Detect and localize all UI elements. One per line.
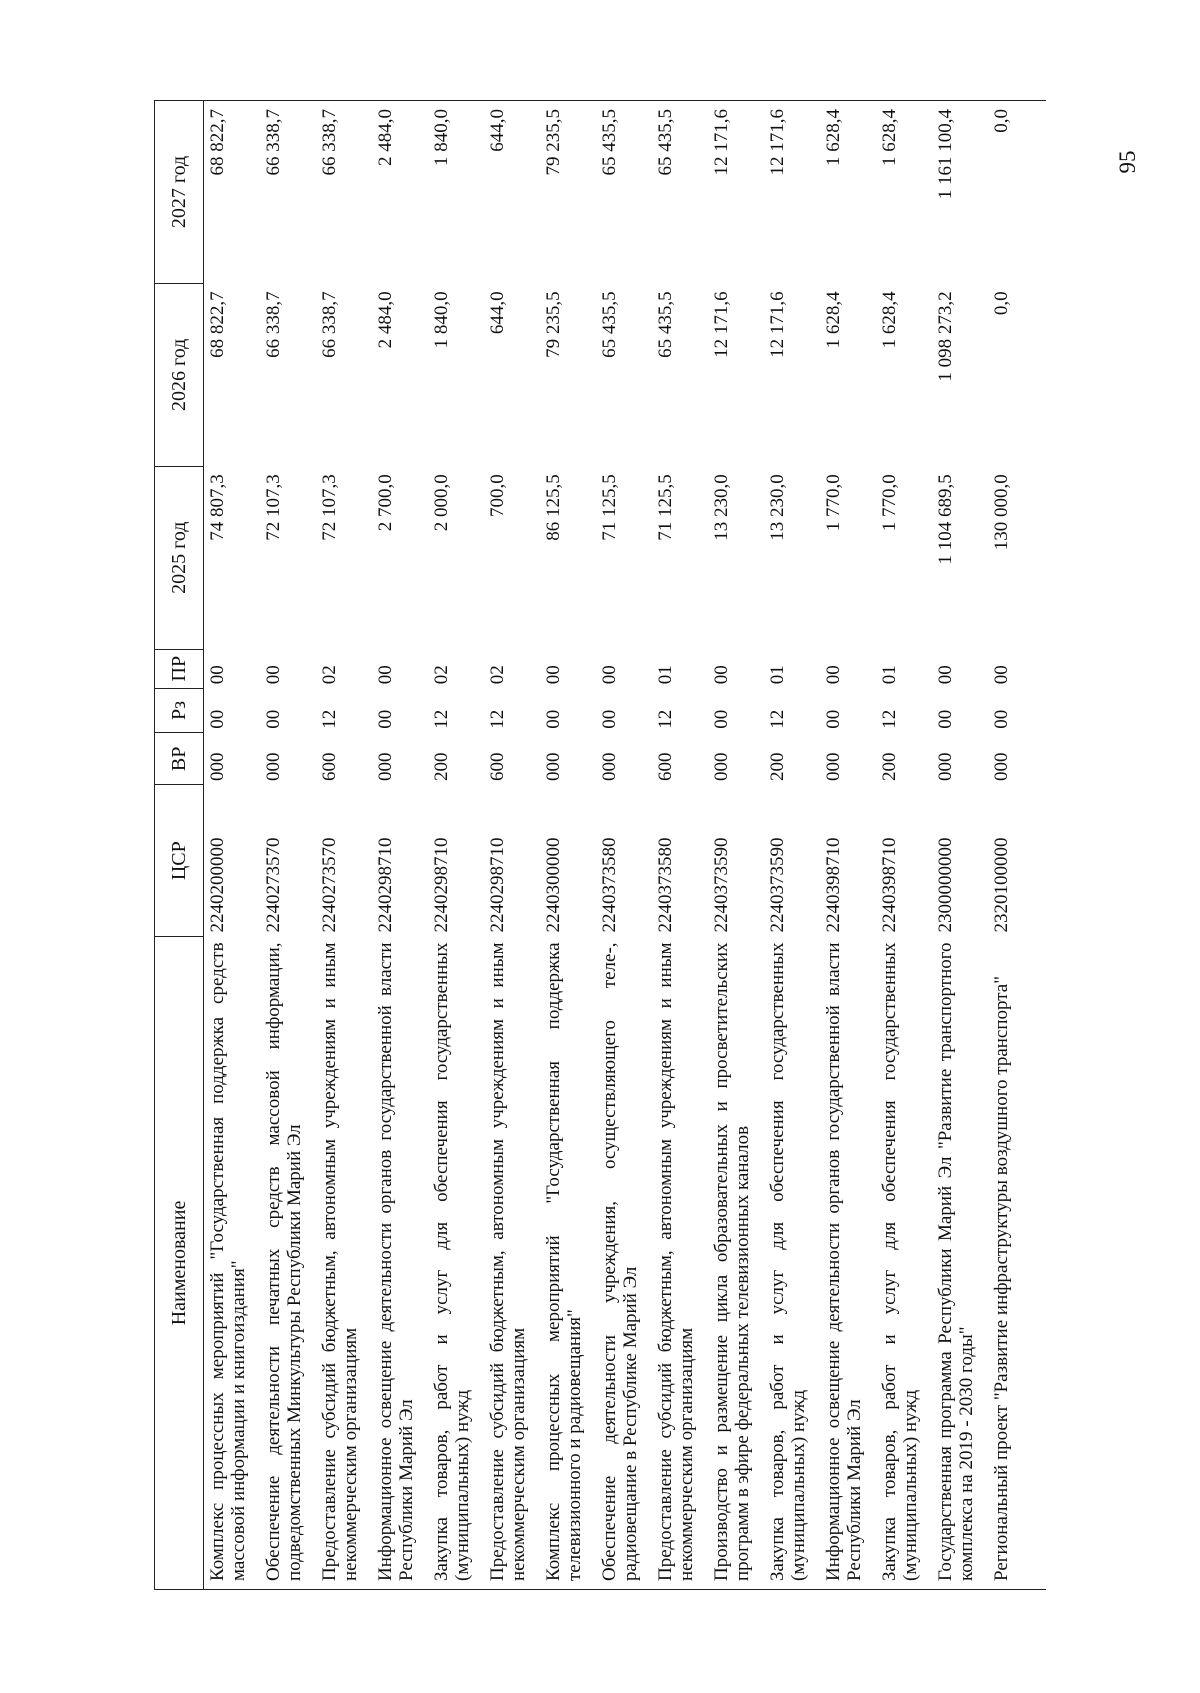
- cell-csr: 2240273570: [263, 837, 284, 933]
- cell-csr: 2240398710: [879, 837, 900, 933]
- budget-table-container: [154, 100, 1184, 1590]
- cell-csr: 2240398710: [823, 837, 844, 933]
- cell-csr: 2300000000: [935, 837, 956, 933]
- cell-2025: 130 000,0: [991, 474, 1012, 551]
- cell-2027: 65 435,5: [598, 101, 654, 284]
- cell-name: Предоставление субсидий бюджетным, автономным учреждениям и иным некоммерческим организациям: [486, 936, 542, 1589]
- table-row: [822, 101, 878, 1590]
- cell-2026: 0,0: [991, 291, 1012, 316]
- cell-vr: 600: [655, 752, 676, 781]
- cell-2027: 66 338,7: [318, 101, 374, 284]
- cell-2027: 1 161 100,4: [934, 101, 990, 284]
- cell-2026: 1 628,4: [823, 291, 844, 349]
- header-2027: 2027 год: [155, 101, 204, 284]
- cell-2026: 644,0: [487, 291, 508, 335]
- table-row: [486, 101, 542, 1590]
- table-row: [318, 101, 374, 1590]
- cell-pr: 02: [319, 665, 340, 685]
- cell-rz: 12: [431, 709, 452, 729]
- cell-name: Государственная программа Республики Марий Эл "Развитие транспортного комплекса на 2019 - 2030 годы": [934, 936, 990, 1589]
- cell-pr: 02: [487, 665, 508, 685]
- table-row: [710, 101, 766, 1590]
- cell-2025: 1 770,0: [823, 474, 844, 532]
- cell-2025: 1 104 689,5: [935, 474, 956, 565]
- cell-name: Предоставление субсидий бюджетным, автономным учреждениям и иным некоммерческим организациям: [318, 936, 374, 1589]
- cell-vr: 000: [823, 752, 844, 781]
- cell-pr: 00: [375, 665, 396, 685]
- cell-2025: 13 230,0: [767, 474, 788, 541]
- cell-rz: 00: [991, 709, 1012, 729]
- cell-name: Обеспечение деятельности учреждения, осуществляющего теле-, радиовещание в Республике Марий Эл: [598, 936, 654, 1589]
- cell-2026: 68 822,7: [207, 291, 228, 358]
- table-body: [204, 101, 1047, 1590]
- cell-vr: 200: [879, 752, 900, 781]
- page-number: 95: [1115, 150, 1140, 174]
- cell-2025: 72 107,3: [319, 474, 340, 541]
- cell-2026: 1 628,4: [879, 291, 900, 349]
- cell-vr: 000: [263, 752, 284, 781]
- cell-pr: 00: [823, 665, 844, 685]
- cell-vr: 600: [319, 752, 340, 781]
- cell-2025: 2 000,0: [431, 474, 452, 532]
- cell-name: Информационное освещение деятельности органов государственной власти Республики Марий Эл: [374, 936, 430, 1589]
- cell-2027: 12 171,6: [766, 101, 822, 284]
- cell-2026: 65 435,5: [655, 291, 676, 358]
- cell-pr: 01: [879, 665, 900, 685]
- cell-2025: 700,0: [487, 474, 508, 518]
- cell-pr: 00: [263, 665, 284, 685]
- cell-rz: 00: [375, 709, 396, 729]
- table-row: [204, 101, 263, 1590]
- cell-rz: 00: [207, 709, 228, 729]
- cell-vr: 000: [935, 752, 956, 781]
- cell-rz: 12: [767, 709, 788, 729]
- cell-2027: 2 484,0: [374, 101, 430, 284]
- cell-pr: 01: [655, 665, 676, 685]
- table-row: [934, 101, 990, 1590]
- cell-csr: 2240300000: [543, 837, 564, 933]
- cell-csr: 2240298710: [375, 837, 396, 933]
- cell-csr: 2240298710: [487, 837, 508, 933]
- cell-vr: 000: [543, 752, 564, 781]
- cell-rz: 12: [879, 709, 900, 729]
- cell-2025: 74 807,3: [207, 474, 228, 541]
- cell-vr: 000: [711, 752, 732, 781]
- cell-2025: 71 125,5: [655, 474, 676, 541]
- cell-2027: 79 235,5: [542, 101, 598, 284]
- cell-name: Комплекс процессных мероприятий "Государственная поддержка средств массовой информации и книгоиздания": [204, 936, 263, 1589]
- cell-name: Предоставление субсидий бюджетным, автономным учреждениям и иным некоммерческим организациям: [654, 936, 710, 1589]
- cell-2027: 1 628,4: [822, 101, 878, 284]
- table-row: [878, 101, 934, 1590]
- header-pr: ПР: [155, 649, 204, 688]
- cell-csr: 2240373580: [655, 837, 676, 933]
- header-rz: Рз: [155, 688, 204, 732]
- cell-csr: 2240298710: [431, 837, 452, 933]
- table-row: [654, 101, 710, 1590]
- cell-rz: 00: [711, 709, 732, 729]
- cell-csr: 2240373590: [767, 837, 788, 933]
- cell-2026: 66 338,7: [319, 291, 340, 358]
- table-row: [430, 101, 486, 1590]
- cell-vr: 000: [991, 752, 1012, 781]
- cell-2025: 1 770,0: [879, 474, 900, 532]
- header-vr: ВР: [155, 733, 204, 785]
- budget-table: [154, 100, 1046, 1590]
- cell-pr: 00: [935, 665, 956, 685]
- cell-rz: 00: [599, 709, 620, 729]
- cell-csr: 2240273570: [319, 837, 340, 933]
- cell-rz: 00: [935, 709, 956, 729]
- cell-2027: 1 840,0: [430, 101, 486, 284]
- cell-vr: 600: [487, 752, 508, 781]
- cell-2026: 12 171,6: [767, 291, 788, 358]
- cell-2027: 644,0: [486, 101, 542, 284]
- cell-name: Комплекс процессных мероприятий "Государственная поддержка телевизионного и радиовещания": [542, 936, 598, 1589]
- cell-2027: 0,0: [990, 101, 1046, 284]
- cell-2027: 66 338,7: [262, 101, 318, 284]
- cell-name: Закупка товаров, работ и услуг для обеспечения государственных (муниципальных) нужд: [430, 936, 486, 1589]
- cell-2026: 65 435,5: [599, 291, 620, 358]
- table-row: [542, 101, 598, 1590]
- cell-2026: 79 235,5: [543, 291, 564, 358]
- cell-rz: 00: [543, 709, 564, 729]
- cell-name: Закупка товаров, работ и услуг для обеспечения государственных (муниципальных) нужд: [766, 936, 822, 1589]
- cell-2027: 68 822,7: [204, 101, 263, 284]
- cell-pr: 00: [711, 665, 732, 685]
- cell-name: Закупка товаров, работ и услуг для обеспечения государственных (муниципальных) нужд: [878, 936, 934, 1589]
- header-csr: ЦСР: [155, 785, 204, 937]
- cell-2026: 66 338,7: [263, 291, 284, 358]
- cell-vr: 000: [207, 752, 228, 781]
- cell-2026: 1 840,0: [431, 291, 452, 349]
- cell-2025: 72 107,3: [263, 474, 284, 541]
- cell-vr: 200: [431, 752, 452, 781]
- cell-vr: 200: [767, 752, 788, 781]
- cell-2025: 2 700,0: [375, 474, 396, 532]
- cell-pr: 00: [599, 665, 620, 685]
- table-header: [155, 101, 204, 1590]
- cell-rz: 00: [823, 709, 844, 729]
- cell-pr: 00: [207, 665, 228, 685]
- cell-csr: 2240200000: [207, 837, 228, 933]
- table-row: [262, 101, 318, 1590]
- cell-name: Производство и размещение цикла образовательных и просветительских программ в эфире федеральных телевизионных каналов: [710, 936, 766, 1589]
- cell-csr: 2240373580: [599, 837, 620, 933]
- cell-rz: 12: [487, 709, 508, 729]
- cell-rz: 12: [655, 709, 676, 729]
- table-row: [766, 101, 822, 1590]
- header-name: Наименование: [155, 936, 204, 1589]
- table-row: [374, 101, 430, 1590]
- cell-2025: 86 125,5: [543, 474, 564, 541]
- header-2026: 2026 год: [155, 283, 204, 466]
- cell-pr: 01: [767, 665, 788, 685]
- cell-name: Обеспечение деятельности печатных средств массовой информации, подведомственных Минкультуры Республики Марий Эл: [262, 936, 318, 1589]
- cell-rz: 12: [319, 709, 340, 729]
- cell-2027: 1 628,4: [878, 101, 934, 284]
- cell-vr: 000: [599, 752, 620, 781]
- cell-name: Региональный проект "Развитие инфраструктуры воздушного транспорта": [990, 936, 1046, 1589]
- cell-2025: 71 125,5: [599, 474, 620, 541]
- header-2025: 2025 год: [155, 466, 204, 649]
- cell-2025: 13 230,0: [711, 474, 732, 541]
- cell-2027: 65 435,5: [654, 101, 710, 284]
- table-row: [598, 101, 654, 1590]
- cell-csr: 2240373590: [711, 837, 732, 933]
- cell-vr: 000: [375, 752, 396, 781]
- cell-csr: 2320100000: [991, 837, 1012, 933]
- cell-pr: 00: [543, 665, 564, 685]
- cell-pr: 02: [431, 665, 452, 685]
- cell-2026: 12 171,6: [711, 291, 732, 358]
- cell-rz: 00: [263, 709, 284, 729]
- cell-2026: 1 098 273,2: [935, 291, 956, 382]
- cell-2027: 12 171,6: [710, 101, 766, 284]
- cell-pr: 00: [991, 665, 1012, 685]
- header-row: [155, 101, 204, 1590]
- table-row: [990, 101, 1046, 1590]
- cell-name: Информационное освещение деятельности органов государственной власти Республики Марий Эл: [822, 936, 878, 1589]
- cell-2026: 2 484,0: [375, 291, 396, 349]
